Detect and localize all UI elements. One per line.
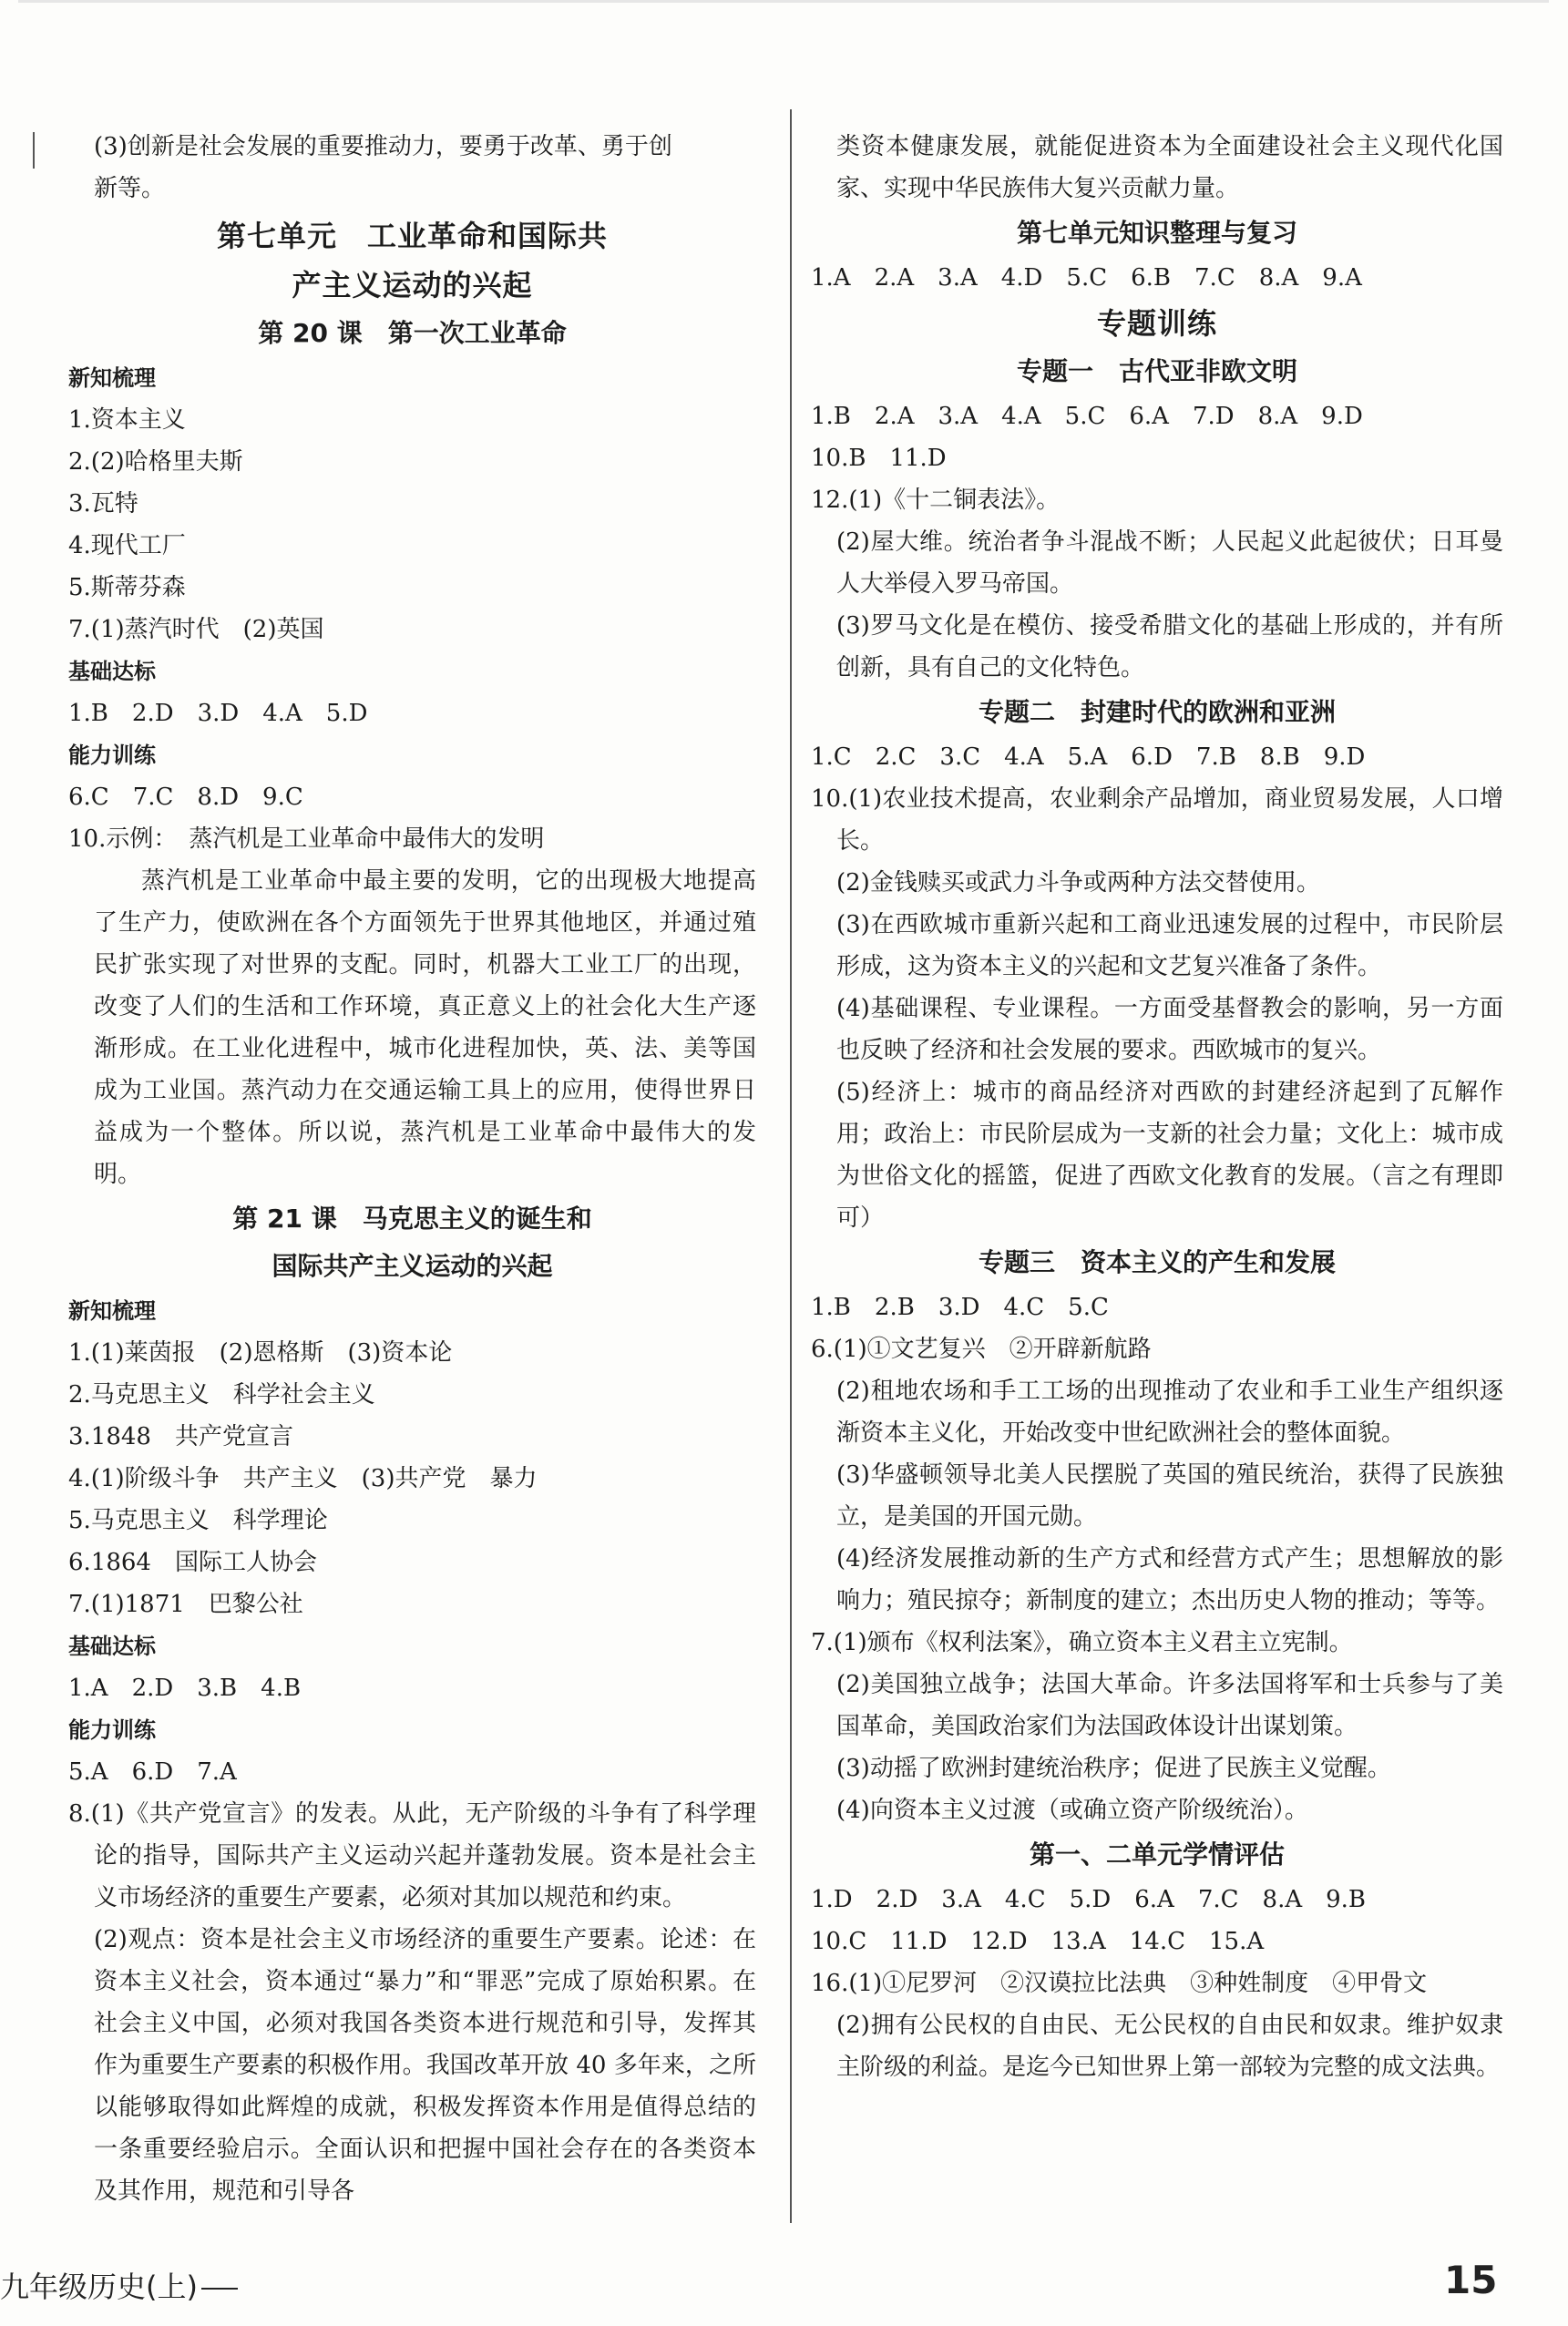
answer-paragraph: (2)屋大维。统治者争斗混战不断；人民起义此起彼伏；日耳曼人大举侵入罗马帝国。 (836, 528, 1503, 598)
text-line: 新等。 (94, 175, 166, 202)
answer-paragraph: 类资本健康发展，就能促进资本为全面建设社会主义现代化国家、实现中华民族伟大复兴贡献力量。 (836, 133, 1503, 202)
answer-line: 6.1864 国际工人协会 (68, 1549, 317, 1576)
answer-line: 1.B 2.B 3.D 4.C 5.C (811, 1294, 1109, 1321)
section-heading: 新知梳理 (68, 365, 156, 391)
lesson-title: 国际共产主义运动的兴起 (272, 1251, 553, 1281)
answer-line: 1.B 2.A 3.A 4.A 5.C 6.A 7.D 8.A 9.D (811, 403, 1363, 430)
section-title: 第一、二单元学情评估 (1029, 1839, 1285, 1870)
answer-paragraph: (2)租地农场和手工工场的出现推动了农业和手工业生产组织逐渐资本主义化，开始改变中世纪欧洲社会的整体面貌。 (836, 1378, 1503, 1447)
answer-line: 2.(2)哈格里夫斯 (68, 448, 243, 476)
topic-title: 专题三 资本主义的产生和发展 (978, 1247, 1336, 1277)
top-border (18, 0, 1549, 3)
answer-line: 6.(1)①文艺复兴 ②开辟新航路 (811, 1336, 1152, 1363)
answer-line: 3.1848 共产党宣言 (68, 1423, 293, 1450)
answer-paragraph: 10.(1)农业技术提高，农业剩余产品增加，商业贸易发展，人口增长。 (811, 785, 1503, 855)
answer-paragraph: (2)美国独立战争；法国大革命。许多法国将军和士兵参与了美国革命，美国政治家们为法国政体设计出谋划策。 (836, 1671, 1503, 1740)
footer-dash (201, 2288, 238, 2290)
topic-title: 专题二 封建时代的欧洲和亚洲 (978, 697, 1336, 727)
answer-line: 1.C 2.C 3.C 4.A 5.A 6.D 7.B 8.B 9.D (811, 743, 1366, 771)
answer-line: 4.现代工厂 (68, 532, 186, 559)
answer-line: 1.A 2.A 3.A 4.D 5.C 6.B 7.C 8.A 9.A (811, 264, 1362, 292)
section-heading: 能力训练 (68, 743, 156, 768)
answer-line: 7.(1)颁布《权利法案》，确立资本主义君主立宪制。 (811, 1629, 1353, 1656)
lesson-title: 第 20 课 第一次工业革命 (258, 318, 567, 348)
answer-line: 10.B 11.D (811, 445, 947, 472)
answer-paragraph: (3)动摇了欧洲封建统治秩序；促进了民族主义觉醒。 (836, 1755, 1391, 1782)
right-column (811, 126, 1503, 2088)
answer-paragraph: (4)基础课程、专业课程。一方面受基督教会的影响，另一方面也反映了经济和社会发展的要求。西欧城市的复兴。 (836, 995, 1503, 1064)
page-number: 15 (1444, 2258, 1498, 2302)
answer-paragraph: (2)拥有公民权的自由民、无公民权的自由民和奴隶。维护奴隶主阶级的利益。是迄今已知世界上第一部较为完整的成文法典。 (836, 2012, 1503, 2081)
answer-line: 10.示例： 蒸汽机是工业革命中最伟大的发明 (68, 825, 545, 853)
answer-paragraph: (5)经济上：城市的商品经济对西欧的封建经济起到了瓦解作用；政治上：市民阶层成为一支新的社会力量；文化上：城市成为世俗文化的摇篮，促进了西欧文化教育的发展。（言之有理即可） (836, 1079, 1503, 1232)
answer-paragraph: 蒸汽机是工业革命中最主要的发明，它的出现极大地提高了生产力，使欧洲在各个方面领先于世界其他地区，并通过殖民扩张实现了对世界的支配。同时，机器大工业工厂的出现，改变了人们的生活和工作环境，真正意义上的社会化大生产逐渐形成。在工业化进程中，城市化进程加快，英、法、美等国成为工业国。蒸汽动力在交通运输工具上的应用，使得世界日益成为一个整体。所以说，蒸汽机是工业革命中最伟大的发明。 (94, 867, 756, 1188)
unit-title: 产主义运动的兴起 (292, 268, 533, 302)
section-heading: 能力训练 (68, 1717, 156, 1743)
answer-paragraph: (3)罗马文化是在模仿、接受希腊文化的基础上形成的，并有所创新，具有自己的文化特色。 (836, 612, 1503, 681)
answer-line: 5.马克思主义 科学理论 (68, 1507, 328, 1534)
answer-line: 5.斯蒂芬森 (68, 574, 186, 601)
answer-line: 4.(1)阶级斗争 共产主义 (3)共产党 暴力 (68, 1465, 538, 1492)
lesson-title: 第 21 课 马克思主义的诞生和 (232, 1204, 592, 1234)
footer-title-text: 九年级历史(上) (0, 2270, 198, 2304)
answer-paragraph: (4)经济发展推动新的生产方式和经营方式产生；思想解放的影响力；殖民掠夺；新制度的建立；杰出历史人物的推动；等等。 (836, 1545, 1503, 1614)
answer-line: 16.(1)①尼罗河 ②汉谟拉比法典 ③种姓制度 ④甲骨文 (811, 1970, 1428, 1997)
answer-paragraph: (4)向资本主义过渡（或确立资产阶级统治）。 (836, 1797, 1308, 1824)
section-title: 第七单元知识整理与复习 (1016, 218, 1297, 248)
answer-line: 1.(1)莱茵报 (2)恩格斯 (3)资本论 (68, 1339, 453, 1367)
answer-line: 7.(1)蒸汽时代 (2)英国 (68, 616, 324, 643)
training-title: 专题训练 (1096, 306, 1217, 341)
answer-line: 1.B 2.D 3.D 4.A 5.D (68, 700, 368, 727)
answer-line: 3.瓦特 (68, 490, 138, 517)
answer-line: 5.A 6.D 7.A (68, 1758, 237, 1786)
section-heading: 新知梳理 (68, 1298, 156, 1324)
answer-line: 1.A 2.D 3.B 4.B (68, 1675, 302, 1702)
answer-paragraph: (3)在西欧城市重新兴起和工商业迅速发展的过程中，市民阶层形成，这为资本主义的兴起和文艺复兴准备了条件。 (836, 911, 1503, 980)
section-heading: 基础达标 (68, 659, 156, 684)
margin-mark (33, 132, 35, 169)
answer-line: 12.(1)《十二铜表法》。 (811, 487, 1061, 514)
answer-paragraph: (2)观点：资本是社会主义市场经济的重要生产要素。论述：在资本主义社会，资本通过“暴力”和“罪恶”完成了原始积累。在社会主义中国，必须对我国各类资本进行规范和引导，发挥其作为重要生产要素的积极作用。我国改革开放 40 多年来，之所以能够取得如此辉煌的成就，积极发挥资本作用是值得总结的一条重要经验启示。全面认识和把握中国社会存在的各类资本及其作用，规范和引导各 (94, 1926, 756, 2205)
answer-line: 10.C 11.D 12.D 13.A 14.C 15.A (811, 1928, 1265, 1955)
text-line: (3)创新是社会发展的重要推动力，要勇于改革、勇于创 (94, 133, 672, 160)
answer-line: 1.D 2.D 3.A 4.C 5.D 6.A 7.C 8.A 9.B (811, 1886, 1367, 1913)
topic-title: 专题一 古代亚非欧文明 (1016, 356, 1297, 386)
column-divider (790, 109, 792, 2223)
section-heading: 基础达标 (68, 1634, 156, 1659)
answer-paragraph: 8.(1)《共产党宣言》的发表。从此，无产阶级的斗争有了科学理论的指导，国际共产主义运动兴起并蓬勃发展。资本是社会主义市场经济的重要生产要素，必须对其加以规范和约束。 (68, 1800, 756, 1911)
answer-paragraph: (2)金钱赎买或武力斗争或两种方法交替使用。 (836, 869, 1320, 897)
answer-line: 7.(1)1871 巴黎公社 (68, 1591, 303, 1618)
answer-line: 6.C 7.C 8.D 9.C (68, 784, 303, 811)
footer-book-title (0, 2269, 238, 2305)
left-column (68, 126, 756, 2212)
unit-title: 第七单元 工业革命和国际共 (216, 219, 608, 253)
answer-line: 2.马克思主义 科学社会主义 (68, 1381, 375, 1409)
answer-paragraph: (3)华盛顿领导北美人民摆脱了英国的殖民统治，获得了民族独立，是美国的开国元勋。 (836, 1461, 1503, 1531)
answer-line: 1.资本主义 (68, 406, 186, 434)
